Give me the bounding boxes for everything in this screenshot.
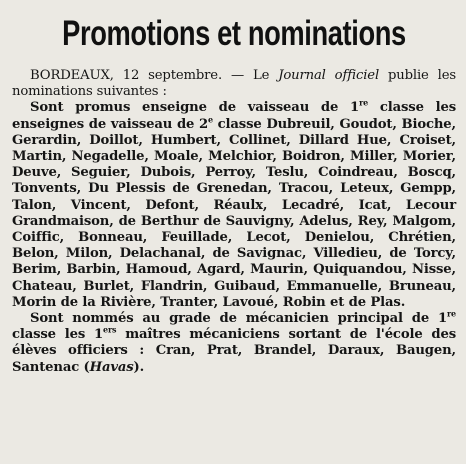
nominations-mid: classe les 1 [12, 327, 104, 343]
ordinal-superscript: ers [103, 324, 117, 335]
headline: Promotions et nominations [62, 14, 406, 53]
nominations-names: maîtres mécaniciens sortant de l'école des élèves officiers : Cran, Prat, Brandel, Daraux, Baugen, Santenac ( [12, 327, 456, 375]
promotions-names: classe Dubreuil, Goudot, Bioche, Gerardin, Doillot, Humbert, Collinet, Dillard Hue, Croiset, Martin, Negadelle, Moale, Melchior, Boidron, Miller, Morier, Deuve, Seguier, Dubois, Perroy, Teslu, Coindreau, Boscq, Tonvents, Du Plessis de Grenedan, Tracou, Leteux, Gempp, Talon, Vincent, Defont, Réaulx, Lecadré, Icat, Lecour Grandmaison, de Berthur de Sauvigny, Adelus, Rey, Malgom, Coiffic, Bonneau, Feuillade, Lecot, Denielou, Chrétien, Belon, Milon, Delachanal, de Savignac, Villedieu, de Torcy, Berim, Barbin, Hamoud, Agard, Maurin, Quiquandou, Nisse, Chateau, Burlet, Flandrin, Guibaud, Emmanuelle, Bruneau, Morin de la Rivière, Tranter, Lavoué, Robin et de Plas. [12, 116, 456, 310]
news-agency: Havas [89, 359, 134, 375]
ordinal-superscript: re [359, 98, 369, 109]
ordinal-superscript: re [446, 308, 456, 319]
dateline-paragraph [12, 68, 456, 100]
promotions-mid: classe les enseignes de vaisseau de 2 [12, 100, 456, 132]
promotions-intro: Sont promus enseigne de vaisseau de 1 [30, 100, 360, 116]
intro-rest: publie les nominations suivantes : [12, 68, 456, 100]
dateline-dash: — Le [230, 68, 270, 83]
article-body [12, 68, 456, 376]
nominations-intro: Sont nommés au grade de mécanicien principal de 1 [30, 311, 447, 327]
dateline-city: BORDEAUX, [30, 68, 114, 83]
dateline-date: 12 septembre. [122, 68, 223, 83]
ordinal-superscript: e [208, 114, 213, 125]
closing-paren: ). [133, 359, 145, 375]
journal-name: Journal officiel [278, 68, 380, 83]
nominations-paragraph [12, 308, 456, 376]
promotions-paragraph [12, 100, 456, 311]
